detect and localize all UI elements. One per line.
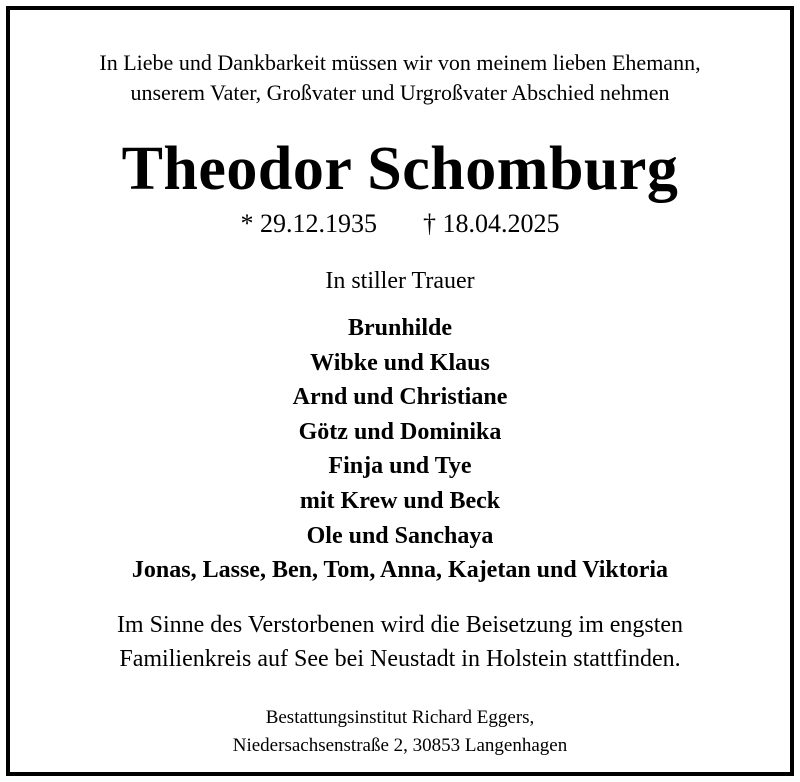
mourning-phrase: In stiller Trauer (325, 268, 475, 294)
intro-line: unserem Vater, Großvater und Urgroßvater Abschied nehmen (130, 80, 670, 105)
family-list (10, 311, 790, 588)
intro-text (10, 48, 790, 108)
family-member: Finja und Tye (328, 453, 472, 480)
notice-line: Im Sinne des Verstorbenen wird die Beisetzung im engsten (116, 612, 684, 638)
funeral-home (10, 704, 790, 760)
birth-date: * 29.12.1935 (240, 209, 377, 238)
family-member: Ole und Sanchaya (306, 522, 494, 549)
family-member: mit Krew und Beck (299, 487, 501, 514)
burial-notice (10, 608, 790, 676)
notice-line: Familienkreis auf See bei Neustadt in Holstein stattfinden. (119, 646, 681, 672)
life-dates (10, 208, 790, 240)
funeral-home-name: Bestattungsinstitut Richard Eggers, (265, 707, 535, 728)
deceased-name: Theodor Schomburg (121, 135, 679, 203)
death-date: † 18.04.2025 (423, 209, 560, 238)
family-member: Arnd und Christiane (292, 384, 508, 411)
intro-line: In Liebe und Dankbarkeit müssen wir von meinem lieben Ehemann, (99, 50, 701, 75)
funeral-home-address: Niedersachsenstraße 2, 30853 Langenhagen (232, 735, 568, 756)
family-member: Götz und Dominika (298, 418, 502, 445)
family-member: Brunhilde (347, 315, 453, 341)
family-member: Wibke und Klaus (310, 349, 490, 376)
family-member: Jonas, Lasse, Ben, Tom, Anna, Kajetan und Viktoria (131, 557, 669, 584)
obituary-notice (6, 6, 794, 776)
